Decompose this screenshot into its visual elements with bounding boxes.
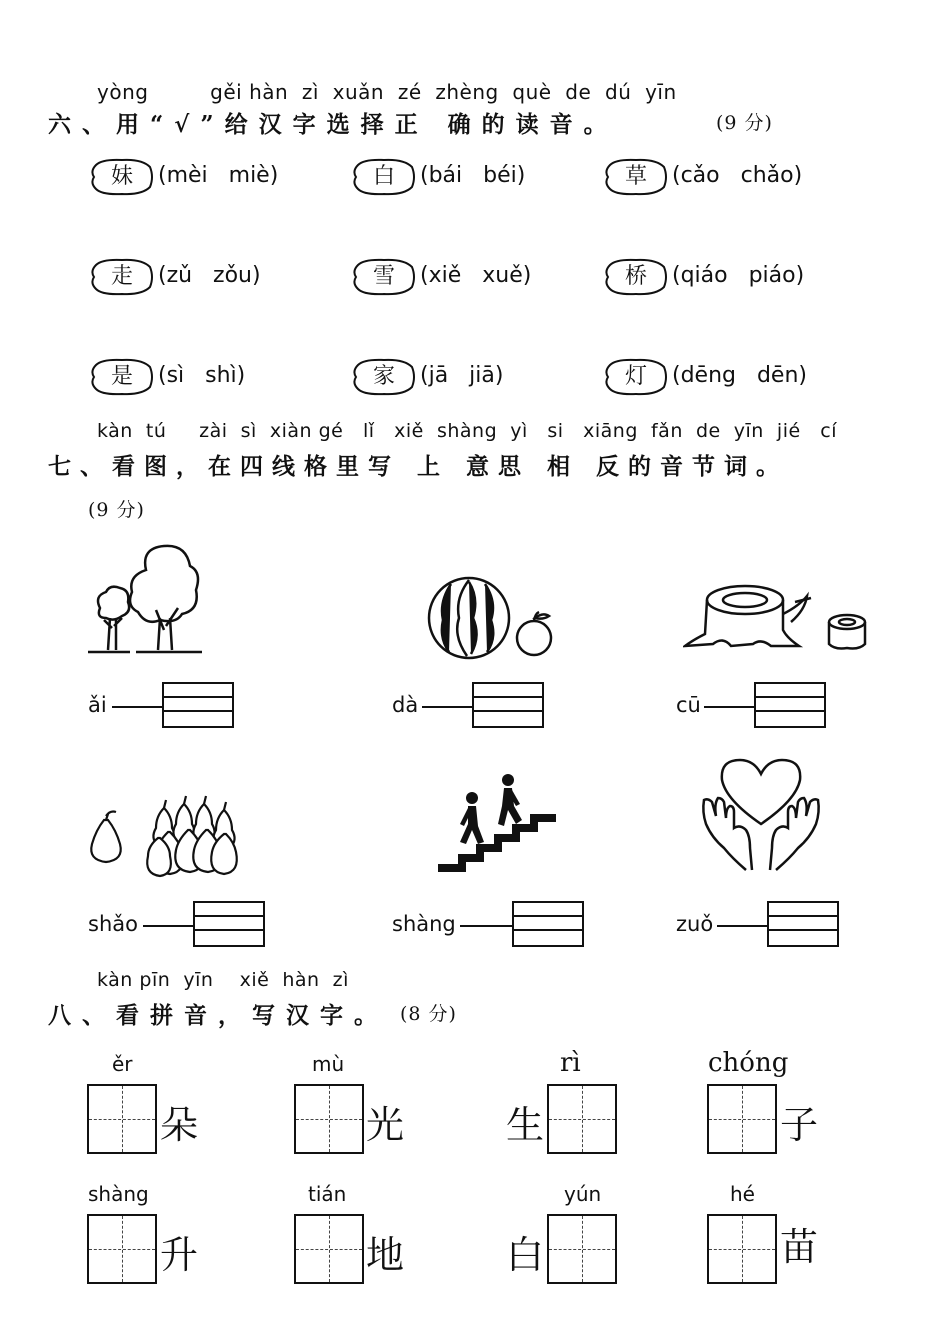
hanzi-char: 妹 [110,164,133,189]
pinyin-options[interactable]: (qiáo piáo) [672,263,805,288]
hanzi-char: 升 [160,1233,199,1277]
hanzi-oval [602,157,670,197]
four-line-grid[interactable] [193,901,265,947]
section7-pinyin: kàn tú zài sì xiàn gé lǐ xiě shàng yì si xiāng fǎn de yīn jié cí [97,420,838,442]
hanzi-char: 桥 [624,264,647,289]
pinyin-label: yún [564,1182,602,1206]
hanzi-oval [350,357,418,397]
connector-line [460,925,512,927]
section6-title: 六、用“√”给汉字选择正 确的读音。 [48,111,618,138]
section8-pinyin: kàn pīn yīn xiě hàn zì [97,969,349,991]
connector-line [717,925,767,927]
tianzi-grid[interactable] [547,1214,617,1284]
connector-line [143,925,193,927]
hanzi-oval [350,157,418,197]
four-line-grid[interactable] [472,682,544,728]
watermelon-apple-icon [425,574,557,660]
tianzi-grid[interactable] [707,1214,777,1284]
hanzi-oval [602,357,670,397]
hanzi-char: 是 [110,364,133,389]
hanzi-char: 地 [366,1233,405,1277]
pinyin-label: dà [392,693,419,717]
pinyin-label: shǎo [88,912,138,936]
tianzi-grid[interactable] [547,1084,617,1154]
tianzi-grid[interactable] [707,1084,777,1154]
pinyin-label: chóng [708,1048,789,1078]
connector-line [422,706,472,708]
pinyin-options[interactable]: (bái béi) [420,163,526,188]
hanzi-char: 白 [372,164,395,189]
section7-title: 七、看图，在四线格里写 上 意思 相 反的音节词。 [48,453,789,480]
pinyin-label: cū [676,693,701,717]
connector-line [704,706,754,708]
section7-score: (9 分) [88,499,145,521]
tianzi-grid[interactable] [87,1084,157,1154]
section8-title: 八、看拼音，写汉字。 [48,1002,388,1029]
hanzi-char: 子 [780,1103,819,1147]
tianzi-grid[interactable] [294,1084,364,1154]
hanzi-oval [602,257,670,297]
pinyin-options[interactable]: (cǎo chǎo) [672,163,803,188]
tianzi-grid[interactable] [87,1214,157,1284]
pinyin-label: shàng [88,1182,149,1206]
pinyin-label: zuǒ [676,912,714,936]
hanzi-oval [88,157,156,197]
hanzi-char: 雪 [372,264,395,289]
connector-line [112,706,162,708]
hanzi-char: 走 [110,264,133,289]
stairs-icon [438,772,560,874]
four-line-grid[interactable] [754,682,826,728]
hanzi-char: 草 [624,164,647,189]
four-line-grid[interactable] [767,901,839,947]
hanzi-char: 光 [366,1103,405,1147]
pinyin-options[interactable]: (zǔ zǒu) [158,263,261,288]
hanzi-char: 生 [506,1103,545,1147]
pinyin-options[interactable]: (xiě xuě) [420,263,532,288]
hands-heart-icon [696,758,826,874]
pinyin-label: rì [560,1048,581,1078]
hanzi-oval [88,257,156,297]
pears-icon [84,794,240,880]
tianzi-grid[interactable] [294,1214,364,1284]
hanzi-char: 苗 [780,1225,819,1269]
section6-pinyin: yòng gěi hàn zì xuǎn zé zhèng què de dú yīn [97,80,677,104]
hanzi-oval [350,257,418,297]
hanzi-oval [88,357,156,397]
section6-score: (9 分) [716,112,773,134]
pinyin-options[interactable]: (sì shì) [158,363,246,388]
four-line-grid[interactable] [512,901,584,947]
pinyin-label: shàng [392,912,456,936]
pinyin-label: mù [312,1052,345,1076]
pinyin-options[interactable]: (jā jiā) [420,363,504,388]
hanzi-char: 灯 [624,364,647,389]
trees-icon [86,540,206,658]
pinyin-options[interactable]: (mèi miè) [158,163,279,188]
hanzi-char: 白 [506,1233,545,1277]
pinyin-options[interactable]: (dēng dēn) [672,363,807,388]
pinyin-label: hé [730,1182,755,1206]
hanzi-char: 家 [372,364,395,389]
pinyin-label: ǎi [88,693,107,717]
hanzi-char: 朵 [160,1103,199,1147]
pinyin-label: tián [308,1182,347,1206]
tree-stumps-icon [683,578,871,654]
section8-score: (8 分) [400,1003,457,1025]
pinyin-label: ěr [112,1052,133,1076]
four-line-grid[interactable] [162,682,234,728]
